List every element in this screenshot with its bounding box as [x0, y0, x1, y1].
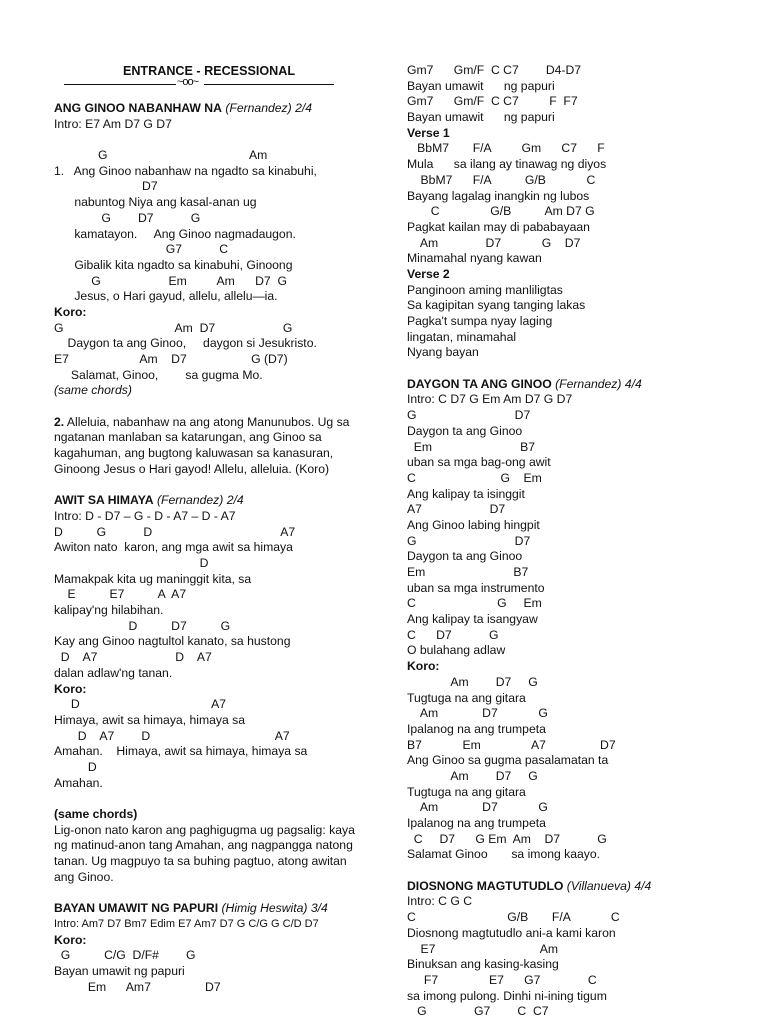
ornament-rule-left: [64, 84, 176, 85]
lyric-line: E7 Am: [407, 941, 559, 956]
lyric-line: C D7 G: [407, 627, 499, 642]
koro-line: C D7 G Em Am D7 G: [407, 831, 607, 846]
song-title: DAYGON TA ANG GINOO: [407, 376, 552, 391]
lyric-line: D A7 D A7: [54, 650, 212, 665]
song-intro: Intro: D - D7 – G - D - A7 – D - A7: [54, 508, 236, 523]
verse-line: Pagka't sumpa nyay laging: [407, 314, 553, 328]
koro-line: Daygon ta ang Ginoo, daygon si Jesukristo.: [54, 336, 317, 351]
lyric-line: Gm7 Gm/F C C7 F F7: [407, 94, 578, 109]
song-heading: [54, 901, 364, 917]
lyric-line: uban sa mga bag-ong awit: [407, 455, 551, 470]
verse-label: Verse 2: [407, 266, 450, 281]
song-meta: (Villanueva) 4/4: [566, 878, 652, 893]
song-meta: (Himig Heswita) 3/4: [221, 901, 328, 916]
lyric-line: nabuntog Niya ang kasal-anan ug: [54, 195, 257, 210]
koro-label: Koro:: [407, 659, 440, 674]
lyric-line: D7: [54, 179, 158, 194]
song-lines: [407, 910, 747, 1020]
lyric-line: Ang kalipay ta isinggit: [407, 486, 525, 501]
verse-line: Panginoon aming manliligtas: [407, 282, 563, 297]
lyric-line: G D7: [407, 533, 531, 548]
verse-paragraph: [54, 415, 364, 478]
koro-lines: [54, 321, 364, 384]
song-lines: [54, 525, 364, 682]
page-title: ENTRANCE - RECESSIONAL: [122, 64, 296, 78]
lyric-line: Kay ang Ginoo nagtultol kanato, sa hustong: [54, 634, 291, 649]
koro-line: Ipalanog na ang trumpeta: [407, 816, 546, 830]
song-title: AWIT SA HIMAYA: [54, 493, 154, 508]
lyric-line: C G Em: [407, 596, 542, 611]
verse-line: Sa kagipitan syang tanging lakas: [407, 298, 586, 313]
koro-label: Koro:: [54, 681, 87, 696]
lyric-line: D: [54, 556, 209, 570]
lyric-line: Bayan umawit ng papuri: [54, 963, 185, 978]
lyric-line: G D7 G: [54, 210, 201, 225]
song-intro: Intro: Am7 D7 Bm7 Edim E7 Am7 D7 G C/G G C/D D7: [54, 917, 319, 930]
verse-line: Bayang lagalag inangkin ng lubos: [407, 188, 590, 203]
koro-line: Amahan.: [54, 775, 103, 790]
lyric-line: D G D A7: [54, 524, 296, 539]
lyric-line: Daygon ta ang Ginoo: [407, 549, 523, 564]
verse-line: Pagkat kailan may di pababayaan: [407, 219, 590, 234]
lyric-line: E E7 A A7: [54, 587, 187, 602]
koro-line: D A7: [54, 697, 227, 712]
lyric-line: Binuksan ang kasing-kasing: [407, 957, 559, 972]
lyric-line: Ang kalipay ta isangyaw: [407, 612, 538, 627]
song-meta: (Fernandez) 2/4: [156, 493, 244, 508]
verse-line: Mula sa ilang ay tinawag ng diyos: [407, 157, 607, 172]
lyric-line: Diosnong magtutudlo ani-a kami karon: [407, 925, 616, 940]
ornament-rule-right: [204, 84, 334, 85]
koro-lines: [54, 697, 364, 791]
lyric-line: kalipay'ng hilabihan.: [54, 603, 164, 618]
song-lines: [54, 948, 364, 995]
same-chords-note: (same chords): [54, 807, 138, 821]
koro-line: B7 Em A7 D7: [407, 737, 616, 752]
lyric-line: G Am: [54, 148, 268, 163]
lyric-line: kamatayon. Ang Ginoo nagmadaugon.: [54, 226, 296, 241]
verse-line: lingatan, minamahal: [407, 329, 517, 344]
verse-line: BbM7 F/A Gm C7 F: [407, 141, 605, 156]
song-meta: (Fernandez) 4/4: [555, 376, 642, 391]
lyric-line: D D7 G: [54, 618, 231, 633]
lyric-line: Em B7: [407, 565, 529, 579]
song-heading: [54, 101, 364, 117]
song-lines: [54, 148, 364, 305]
verse-lines: [407, 283, 747, 361]
koro-label: Koro:: [54, 304, 87, 319]
title-ornament: [54, 76, 364, 91]
lyric-line: G G7 C C7: [407, 1004, 549, 1019]
koro-line: Salamat, Ginoo, sa gugma Mo.: [54, 367, 263, 382]
lyric-line: Mamakpak kita ug maninggit kita, sa: [54, 571, 252, 586]
koro-line: Am D7 G: [407, 674, 538, 689]
lyric-line: C G/B F/A C: [407, 910, 620, 925]
koro-line: D: [54, 759, 97, 774]
lyric-line: Gibalik kita ngadto sa kinabuhi, Ginoong: [54, 257, 293, 272]
right-column: [407, 63, 747, 1020]
song-lines: [407, 408, 747, 659]
left-column: [54, 63, 364, 995]
song-title: BAYAN UMAWIT NG PAPURI: [54, 901, 219, 916]
koro-line: Am D7 G: [407, 768, 538, 783]
lyric-line: G C/G D/F# G: [54, 948, 196, 963]
song-intro: Intro: C D7 G Em Am D7 G D7: [407, 392, 573, 407]
song-intro: Intro: C G C: [407, 894, 473, 909]
koro-lines: [407, 675, 747, 863]
lyric-line: Em B7: [407, 439, 535, 454]
lyric-line: Em Am7 D7: [54, 979, 221, 994]
lyric-line: A7 D7: [407, 502, 506, 517]
koro-line: D A7 D A7: [54, 728, 290, 743]
verse-line: Am D7 G D7: [407, 235, 581, 250]
song-title: ANG GINOO NABANHAW NA: [54, 101, 222, 115]
koro-line: E7 Am D7 G (D7): [54, 352, 288, 366]
verse-number: 2.: [54, 414, 65, 429]
ornament-flourish-icon: ~oo~: [177, 76, 199, 88]
lyric-line: Jesus, o Hari gayud, allelu, allelu—ia.: [54, 289, 278, 304]
lyric-line: G D7: [407, 408, 531, 423]
song-intro: Intro: E7 Am D7 G D7: [54, 116, 172, 131]
lyric-line: G Em Am D7 G: [54, 273, 287, 288]
lyric-line: uban sa mga instrumento: [407, 580, 545, 595]
song-heading: [54, 493, 364, 509]
koro-line: Am D7 G: [407, 800, 548, 815]
koro-line: Am D7 G: [407, 706, 548, 721]
verse-lines: [407, 141, 747, 267]
same-chords-note: (same chords): [54, 383, 132, 398]
lyric-line: C G Em: [407, 470, 542, 485]
lyric-line: Gm7 Gm/F C C7 D4-D7: [407, 63, 582, 77]
koro-label: Koro:: [54, 932, 87, 947]
lyric-line: O bulahang adlaw: [407, 643, 506, 658]
lyric-line: sa imong pulong. Dinhi ni-ining tigum: [407, 988, 607, 1003]
song-meta: (Fernandez) 2/4: [225, 101, 313, 115]
lyric-line: dalan adlaw'ng tanan.: [54, 665, 173, 680]
lyric-line: F7 E7 G7 C: [407, 972, 597, 987]
verse-line: BbM7 F/A G/B C: [407, 172, 596, 187]
lyric-line: G7 C: [54, 242, 229, 257]
koro-line: Amahan. Himaya, awit sa himaya, himaya sa: [54, 744, 308, 759]
lyric-line: Bayan umawit ng papuri: [407, 110, 555, 125]
koro-line: Tugtuga na ang gitara: [407, 690, 526, 705]
song-heading: [407, 879, 747, 895]
lyric-line: Ang Ginoo labing hingpit: [407, 517, 540, 532]
verse-paragraph: Lig-onon nato karon ang paghigugma ug pagsalig: kaya ng matinud-anon tang Amahan, ang nagpangga natong tanan. Ug magpuyo ta sa buhing pagtuo, atong awitan ang Ginoo.: [54, 822, 355, 884]
koro-line: Tugtuga na ang gitara: [407, 784, 526, 799]
koro-line: Ipalanog na ang trumpeta: [407, 721, 546, 736]
song-title: DIOSNONG MAGTUTUDLO: [407, 878, 564, 893]
verse-line: Minamahal nyang kawan: [407, 251, 542, 266]
verse-label: Verse 1: [407, 125, 450, 140]
verse-line: C G/B Am D7 G: [407, 204, 595, 219]
koro-line: Salamat Ginoo sa imong kaayo.: [407, 847, 601, 862]
verse-text: Alleluia, nabanhaw na ang atong Manunubos. Ug sa ngatanan manlaban sa katarungan, ang Ginoo sa kagahuman, ang bugtong kaluwasan sa kanasuran, Ginoong Jesus o Hari gayod! Allelu, alleluia. (Koro): [54, 414, 350, 476]
koro-line: G Am D7 G: [54, 320, 293, 335]
lyric-line: Daygon ta ang Ginoo: [407, 423, 523, 438]
song-lines: [407, 63, 747, 126]
lyric-line: Awiton nato karon, ang mga awit sa himaya: [54, 540, 293, 555]
koro-line: Ang Ginoo sa gugma pasalamatan ta: [407, 753, 609, 768]
koro-line: Himaya, awit sa himaya, himaya sa: [54, 712, 246, 727]
verse-line: Nyang bayan: [407, 345, 479, 360]
song-heading: [407, 377, 747, 393]
lyric-line: 1. Ang Ginoo nabanhaw na ngadto sa kinabuhi,: [54, 163, 317, 178]
lyric-line: Bayan umawit ng papuri: [407, 78, 555, 93]
